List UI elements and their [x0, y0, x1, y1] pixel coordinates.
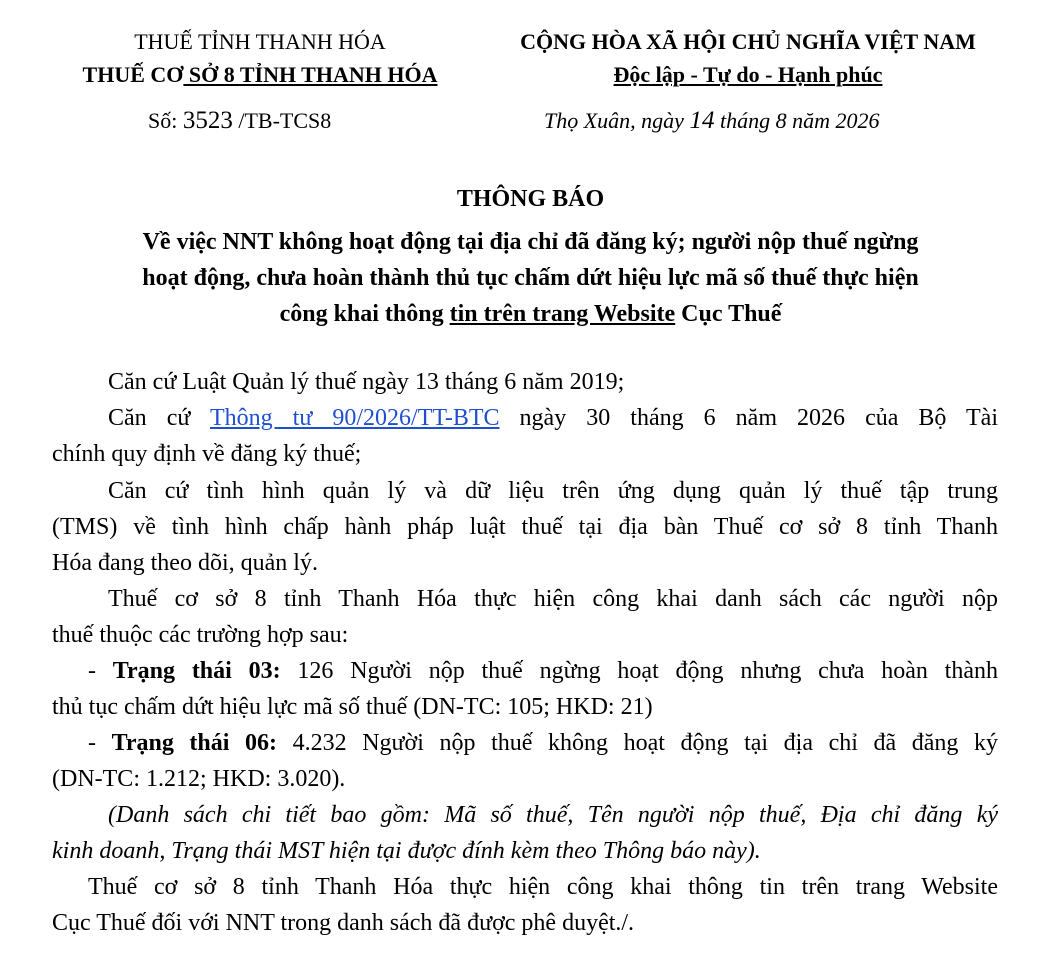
paragraph-line: Căn cứ tình hình quản lý và dữ liệu trên ứng dụng quản lý thuế tập trung: [108, 478, 998, 504]
place-date-prefix: Thọ Xuân, ngày: [544, 108, 690, 133]
paragraph-line: kinh doanh, Trạng thái MST hiện tại được đính kèm theo Thông báo này).: [52, 838, 761, 864]
status-06-text: 4.232 Người nộp thuế không hoạt động tại địa chỉ đã đăng ký: [277, 730, 998, 756]
paragraph-line: Căn cứ Luật Quản lý thuế ngày 13 tháng 6 năm 2019;: [108, 369, 625, 395]
paragraph-line: thủ tục chấm dứt hiệu lực mã số thuế (DN-TC: 105; HKD: 21): [52, 694, 653, 720]
status-03-label: Trạng thái 03:: [112, 658, 281, 684]
document-number: [148, 107, 331, 135]
document-number-prefix: Số:: [148, 108, 183, 133]
issuing-unit-prefix: THUẾ CƠ: [82, 62, 184, 87]
status-03-text: 126 Người nộp thuế ngừng hoạt động nhưng chưa hoàn thành: [280, 658, 999, 684]
issuing-authority: THUẾ TỈNH THANH HÓA: [134, 29, 386, 54]
status-06-label: Trạng thái 06:: [111, 730, 278, 756]
circular-link[interactable]: Thông tư 90/2026/TT-BTC: [209, 405, 500, 431]
paragraph-line: chính quy định về đăng ký thuế;: [52, 441, 362, 467]
circular-prefix: Căn cứ: [108, 405, 210, 431]
list-dash: -: [88, 658, 113, 684]
document-number-suffix: /TB-TCS8: [232, 108, 332, 133]
notice-subject-line: hoạt động, chưa hoàn thành thủ tục chấm dứt hiệu lực mã số thuế thực hiện: [142, 265, 919, 291]
date-day: 14: [689, 107, 715, 134]
legal-basis-law: [52, 364, 998, 400]
document-number-value: 3523: [182, 107, 233, 134]
national-motto: [498, 61, 998, 89]
issuing-unit-underlined: SỞ 8 TỈNH THANH HÓA: [183, 62, 438, 87]
paragraph-line: Hóa đang theo dõi, quản lý.: [52, 550, 318, 576]
paragraph-line: [52, 653, 998, 689]
paragraph-line: (Danh sách chi tiết bao gồm: Mã số thuế, Tên người nộp thuế, Địa chỉ đăng ký: [108, 802, 998, 828]
issuing-unit: [50, 61, 470, 89]
paragraph-line: [52, 725, 998, 761]
publication-statement: [52, 581, 998, 653]
subject-text: công khai thông: [279, 301, 450, 327]
paragraph-line: [52, 400, 998, 436]
place-date-suffix: tháng 8 năm 2026: [714, 108, 880, 133]
national-motto-text: Độc lập - Tự do - Hạnh phúc: [613, 62, 883, 87]
circular-line1-rest: ngày 30 tháng 6 năm 2026 của Bộ Tài: [499, 405, 999, 431]
place-and-date: [544, 107, 879, 135]
notice-heading: THÔNG BÁO: [456, 186, 605, 212]
paragraph-line: (TMS) về tình hình chấp hành pháp luật thuế tại địa bàn Thuế cơ sở 8 tỉnh Thanh: [52, 514, 998, 540]
paragraph-line: Thuế cơ sở 8 tỉnh Thanh Hóa thực hiện công khai danh sách các người nộp: [108, 586, 998, 612]
subject-text: Cục Thuế: [675, 301, 782, 327]
paragraph-line: (DN-TC: 1.212; HKD: 3.020).: [52, 766, 346, 792]
subject-underlined-text: tin trên trang Website: [449, 301, 676, 327]
conclusion-statement: [52, 869, 998, 941]
status-06-item: [52, 725, 998, 797]
legal-basis-circular: [52, 400, 998, 472]
notice-subject-line: [0, 296, 1061, 332]
paragraph-line: Cục Thuế đối với NNT trong danh sách đã được phê duyệt./.: [52, 910, 635, 936]
paragraph-line: Thuế cơ sở 8 tỉnh Thanh Hóa thực hiện công khai thông tin trên trang Website: [88, 874, 998, 900]
list-dash: -: [88, 730, 112, 756]
status-03-item: [52, 653, 998, 725]
legal-basis-tms: [52, 473, 998, 581]
national-title: CỘNG HÒA XÃ HỘI CHỦ NGHĨA VIỆT NAM: [520, 29, 976, 54]
paragraph-line: thuế thuộc các trường hợp sau:: [52, 622, 349, 648]
attachment-note: [52, 797, 998, 869]
notice-subject-line: Về việc NNT không hoạt động tại địa chỉ đã đăng ký; người nộp thuế ngừng: [142, 229, 919, 255]
